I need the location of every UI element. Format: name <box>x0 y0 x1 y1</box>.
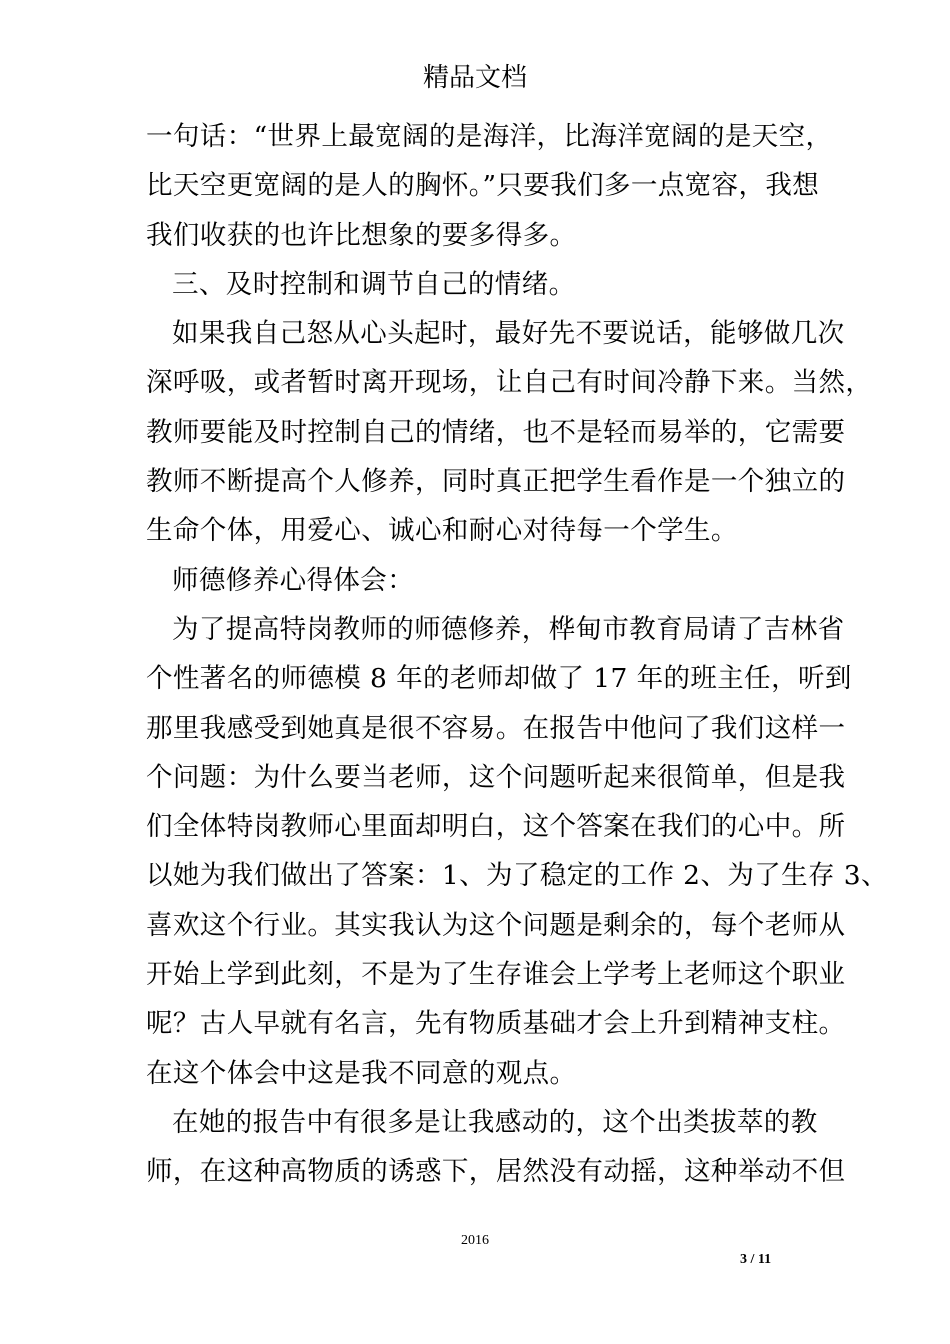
text-line: 为了提高特岗教师的师德修养，桦甸市教育局请了吉林省 <box>172 613 845 645</box>
text-line: 以她为我们做出了答案：1、为了稳定的工作 2、为了生存 3、 <box>146 860 888 892</box>
text-line: 深呼吸，或者暂时离开现场，让自己有时间冷静下来。当然， <box>146 367 873 399</box>
text-line: 我们收获的也许比想象的要多得多。 <box>146 219 577 251</box>
text-line: 个性著名的师德模 8 年的老师却做了 17 年的班主任，听到 <box>146 663 852 695</box>
text-line: 教师不断提高个人修养，同时真正把学生看作是一个独立的 <box>146 466 846 498</box>
text-line: 喜欢这个行业。其实我认为这个问题是剩余的，每个老师从 <box>146 909 846 941</box>
text-line: 在这个体会中这是我不同意的观点。 <box>146 1057 577 1089</box>
text-line: 一句话：“世界上最宽阔的是海洋，比海洋宽阔的是天空， <box>146 121 833 152</box>
page-number: 3 / 11 <box>740 1252 772 1267</box>
text-line: 呢？古人早就有名言，先有物质基础才会上升到精神支柱。 <box>146 1008 846 1040</box>
document-body <box>146 112 888 1197</box>
footer-year: 2016 <box>461 1233 489 1248</box>
text-line: 开始上学到此刻，不是为了生存谁会上学考上老师这个职业 <box>146 959 846 991</box>
text-line: 师，在这种高物质的诱惑下，居然没有动摇，这种举动不但 <box>146 1156 846 1188</box>
text-line: 们全体特岗教师心里面却明白，这个答案在我们的心中。所 <box>146 811 846 843</box>
text-line: 个问题：为什么要当老师，这个问题听起来很简单，但是我 <box>146 761 846 793</box>
text-line: 如果我自己怒从心头起时，最好先不要说话，能够做几次 <box>172 318 845 350</box>
text-line: 生命个体，用爱心、诚心和耐心对待每一个学生。 <box>146 515 738 547</box>
section-heading: 三、及时控制和调节自己的情绪。 <box>172 268 576 300</box>
text-line: 教师要能及时控制自己的情绪，也不是轻而易举的，它需要 <box>146 416 846 448</box>
text-line: 比天空更宽阔的是人的胸怀。”只要我们多一点宽容，我想 <box>146 170 820 202</box>
section-heading: 师德修养心得体会： <box>172 564 415 596</box>
text-line: 那里我感受到她真是很不容易。在报告中他问了我们这样一 <box>146 712 846 744</box>
page-header: 精品文档 <box>422 63 527 93</box>
text-line: 在她的报告中有很多是让我感动的，这个出类拔萃的教 <box>172 1106 818 1138</box>
